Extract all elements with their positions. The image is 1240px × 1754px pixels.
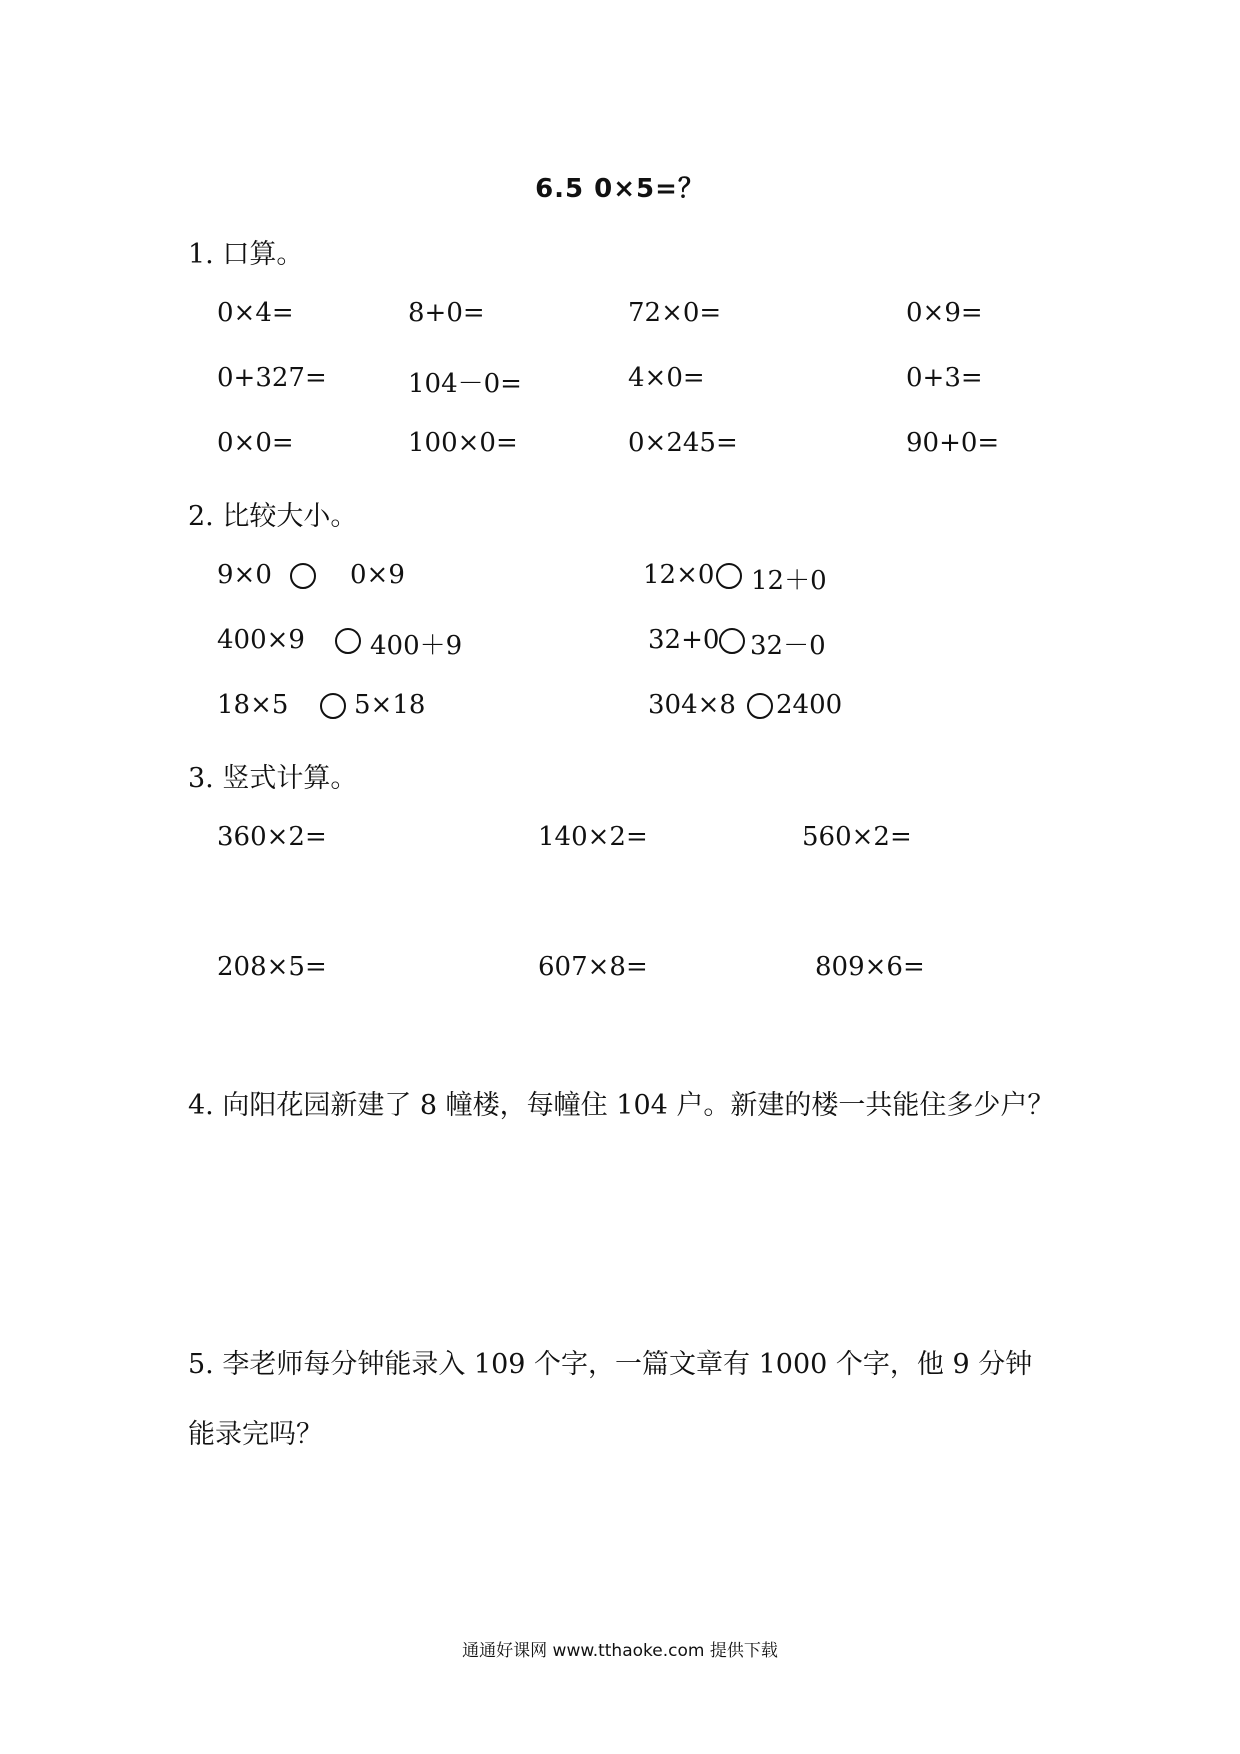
compare-circle[interactable] (747, 693, 773, 719)
section-5-question-line2: 能录完吗？ (188, 1419, 323, 1450)
oral-calc-item: 4×0= (628, 363, 705, 393)
compare-left: 9×0 (217, 560, 272, 590)
compare-left: 400×9 (217, 625, 305, 655)
vertical-calc-item: 208×5= (217, 952, 327, 982)
compare-right: 32－0 (750, 631, 826, 661)
oral-calc-item: 0×245= (628, 428, 738, 458)
compare-circle[interactable] (290, 563, 316, 589)
oral-calc-item: 90+0= (906, 428, 1000, 458)
compare-left: 12×0 (643, 560, 715, 590)
oral-calc-item: 100×0= (408, 428, 518, 458)
oral-calc-item: 0×0= (217, 428, 294, 458)
oral-calc-item: 104－0= (408, 369, 522, 399)
compare-right: 400＋9 (370, 631, 463, 661)
oral-calc-item: 72×0= (628, 298, 722, 328)
compare-left: 304×8 (648, 690, 736, 720)
page-footer: 通通好课网 www.tthaoke.com 提供下载 (462, 1641, 778, 1661)
compare-circle[interactable] (320, 693, 346, 719)
section-3-heading: 3. 竖式计算。 (188, 763, 358, 794)
vertical-calc-item: 360×2= (217, 822, 327, 852)
section-4-question: 4. 向阳花园新建了 8 幢楼，每幢住 104 户。新建的楼一共能住多少户？ (188, 1090, 1055, 1121)
compare-right: 2400 (776, 690, 843, 720)
compare-circle[interactable] (719, 628, 745, 654)
oral-calc-item: 0×4= (217, 298, 294, 328)
page-title: 6.5 0×5=？ (535, 174, 705, 204)
vertical-calc-item: 809×6= (815, 952, 925, 982)
vertical-calc-item: 140×2= (538, 822, 648, 852)
compare-left: 32+0 (648, 625, 720, 655)
vertical-calc-item: 607×8= (538, 952, 648, 982)
compare-left: 18×5 (217, 690, 289, 720)
oral-calc-item: 0×9= (906, 298, 983, 328)
section-1-heading: 1. 口算。 (188, 239, 304, 270)
vertical-calc-item: 560×2= (802, 822, 912, 852)
compare-circle[interactable] (716, 563, 742, 589)
section-2-heading: 2. 比较大小。 (188, 501, 358, 532)
oral-calc-item: 8+0= (408, 298, 485, 328)
section-5-question-line1: 5. 李老师每分钟能录入 109 个字，一篇文章有 1000 个字，他 9 分钟 (188, 1349, 1033, 1380)
compare-right: 5×18 (354, 690, 426, 720)
oral-calc-item: 0+327= (217, 363, 327, 393)
compare-right: 12＋0 (751, 566, 827, 596)
compare-circle[interactable] (335, 628, 361, 654)
oral-calc-item: 0+3= (906, 363, 983, 393)
compare-right: 0×9 (350, 560, 405, 590)
